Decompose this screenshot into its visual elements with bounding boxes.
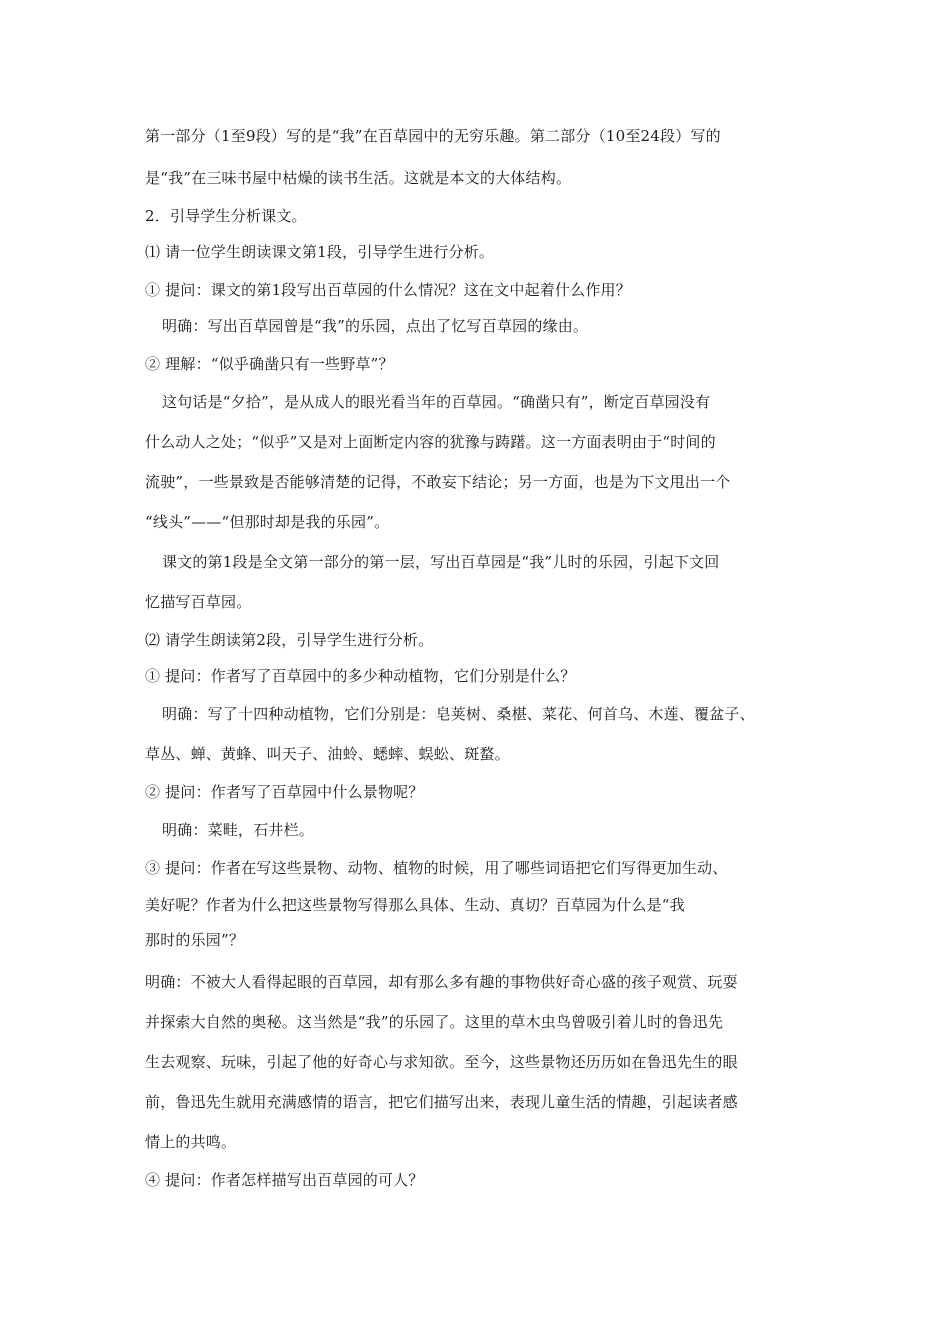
section-heading: 2．引导学生分析课文。 [145, 207, 307, 225]
text-line: 忆描写百草园。 [145, 593, 252, 611]
text-line: 是“我”在三味书屋中枯燥的读书生活。这就是本文的大体结构。 [145, 169, 572, 187]
answer-line: 明确：写出百草园曾是“我”的乐园，点出了忆写百草园的缘由。 [162, 317, 589, 335]
question-line: ③ 提问：作者在写这些景物、动物、植物的时候，用了哪些词语把它们写得更加生动、 [145, 859, 728, 877]
answer-line: 明确：写了十四种动植物，它们分别是：皂荚树、桑椹、菜花、何首乌、木莲、覆盆子、 [162, 705, 755, 723]
question-line: ② 理解：“似乎确凿只有一些野草”？ [145, 355, 394, 373]
question-line: ② 提问：作者写了百草园中什么景物呢？ [145, 783, 424, 801]
text-line: “线头”——“但那时却是我的乐园”。 [145, 513, 390, 531]
text-line: 美好呢？作者为什么把这些景物写得那么具体、生动、真切？百草园为什么是“我 [145, 896, 685, 914]
answer-line: 明确：不被大人看得起眼的百草园，却有那么多有趣的事物供好奇心盛的孩子观赏、玩耍 [145, 973, 738, 991]
question-line: ① 提问：作者写了百草园中的多少种动植物，它们分别是什么？ [145, 667, 576, 685]
answer-line: 明确：菜畦，石井栏。 [162, 821, 315, 839]
text-line: 并探索大自然的奥秘。这当然是“我”的乐园了。这里的草木虫鸟曾吸引着儿时的鲁迅先 [145, 1013, 724, 1031]
text-line: 这句话是“夕拾”，是从成人的眼光看当年的百草园。“确凿只有”，断定百草园没有 [162, 393, 711, 411]
text-line: 第一部分（1至9段）写的是“我”在百草园中的无穷乐趣。第二部分（10至24段）写的 [145, 127, 721, 145]
text-line: 什么动人之处；“似乎”又是对上面断定内容的犹豫与踌躇。这一方面表明由于“时间的 [145, 433, 716, 451]
text-line: 流驶”，一些景致是否能够清楚的记得，不敢妄下结论；另一方面，也是为下文甩出一个 [145, 473, 731, 491]
question-line: ① 提问：课文的第1段写出百草园的什么情况？这在文中起着什么作用？ [145, 281, 631, 299]
text-line: 前，鲁迅先生就用充满感情的语言，把它们描写出来，表现儿童生活的情趣，引起读者感 [145, 1093, 738, 1111]
text-line: 草丛、蝉、黄蜂、叫天子、油蛉、蟋蟀、蜈蚣、斑蝥。 [145, 745, 510, 763]
text-line: ⑵ 请学生朗读第2段，引导学生进行分析。 [145, 631, 434, 649]
text-line: 情上的共鸣。 [145, 1133, 237, 1151]
text-line: 生去观察、玩味，引起了他的好奇心与求知欲。至今，这些景物还历历如在鲁迅先生的眼 [145, 1053, 738, 1071]
text-line: ⑴ 请一位学生朗读课文第1段，引导学生进行分析。 [145, 243, 495, 261]
question-line: ④ 提问：作者怎样描写出百草园的可人？ [145, 1171, 424, 1189]
text-line: 课文的第1段是全文第一部分的第一层，写出百草园是“我”儿时的乐园，引起下文回 [162, 553, 720, 571]
text-line: 那时的乐园”？ [145, 931, 245, 949]
